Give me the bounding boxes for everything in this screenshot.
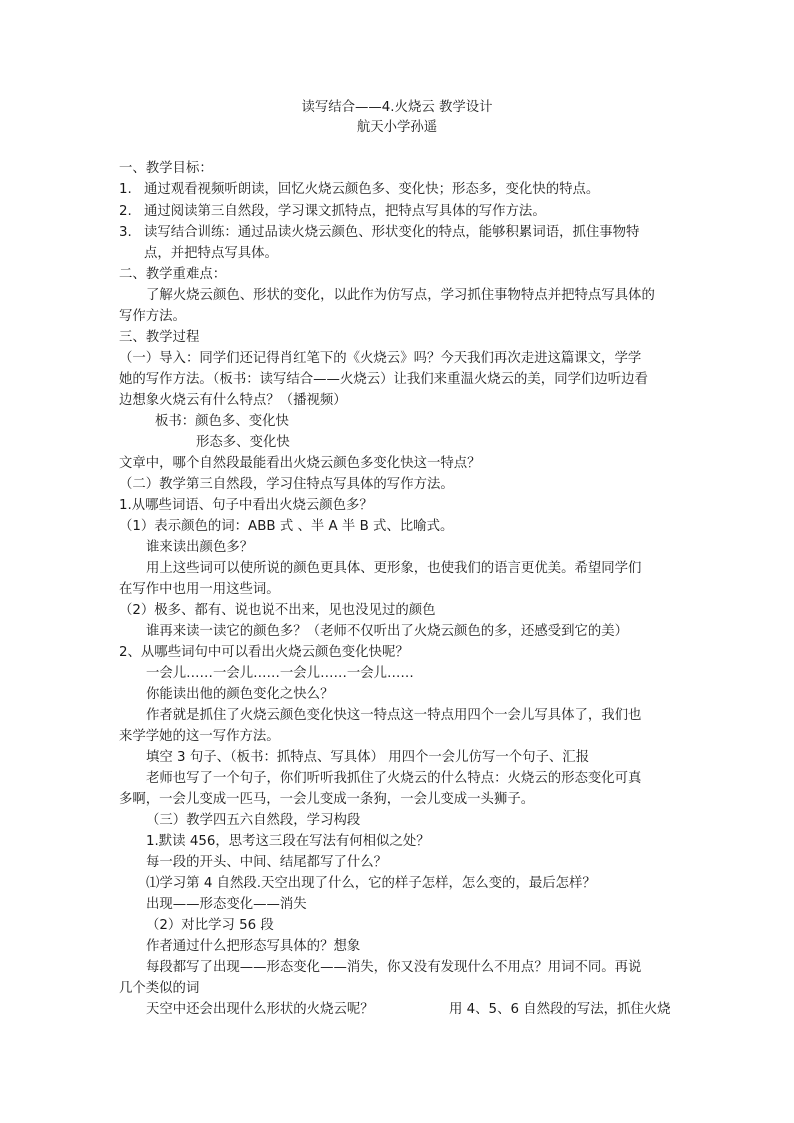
text-line: 点，并把特点写具体。	[144, 246, 278, 261]
text-line: 1.从哪些词语、句子中看出火烧云颜色多？	[119, 498, 373, 513]
document-author: 航天小学孙遥	[356, 120, 438, 135]
text-line: 每一段的开头、中间、结尾都写了什么？	[146, 855, 388, 870]
text-line: 通过阅读第三自然段，学习课文抓特点，把特点写具体的写作方法。	[144, 204, 546, 219]
text-line: （2）极多、都有、说也说不出来，见也没见过的颜色	[119, 603, 436, 618]
text-line: （1）表示颜色的词：ABB 式 、半 A 半 B 式、比喻式。	[119, 519, 454, 534]
text-line: 2、从哪些词句中可以看出火烧云颜色变化快呢？	[119, 645, 409, 660]
text-line: 她的写作方法。（板书：读写结合——火烧云）让我们来重温火烧云的美，同学们边听边看	[119, 372, 648, 387]
list-number: 1.	[119, 182, 132, 197]
text-line: 几个类似的词	[119, 981, 200, 996]
text-line: 了解火烧云颜色、形状的变化，以此作为仿写点，学习抓住事物特点并把特点写具体的	[146, 288, 655, 303]
text-line: （一）导入：同学们还记得肖红笔下的《火烧云》吗？今天我们再次走进这篇课文，学学	[119, 351, 642, 366]
text-line: 1.默读 456，思考这三段在写法有何相似之处？	[146, 834, 430, 849]
text-line: 读写结合训练：通过品读火烧云颜色、形状变化的特点，能够积累词语，抓住事物特	[144, 225, 640, 240]
text-line: 用 4、5、6 自然段的写法，抓住火烧	[449, 1002, 671, 1017]
text-line: 来学学她的这一写作方法。	[119, 729, 280, 744]
text-line: 在写作中也用一用这些词。	[119, 582, 280, 597]
text-line: 谁来读出颜色多？	[146, 540, 254, 555]
section-heading: 一、教学目标：	[119, 161, 213, 176]
text-line: 老师也写了一个句子，你们听听我抓住了火烧云的什么特点：火烧云的形态变化可真	[146, 771, 642, 786]
text-line: 作者就是抓住了火烧云颜色变化快这一特点这一特点用四个一会儿写具体了，我们也	[146, 708, 642, 723]
text-line: 用上这些词可以使所说的颜色更具体、更形象，也使我们的语言更优美。希望同学们	[146, 561, 642, 576]
text-line: 作者通过什么把形态写具体的？想象	[146, 939, 361, 954]
text-line: 填空 3 句子、（板书：抓特点、写具体） 用四个一会儿仿写一个句子、汇报	[146, 750, 590, 765]
text-line: 一会儿……一会儿……一会儿……一会儿……	[146, 666, 414, 681]
text-line: 你能读出他的颜色变化之快么？	[146, 687, 334, 702]
text-line: 多啊，一会儿变成一匹马，一会儿变成一条狗，一会儿变成一头狮子。	[119, 792, 535, 807]
text-line: ⑴学习第 4 自然段.天空出现了什么，它的样子怎样，怎么变的，最后怎样？	[146, 876, 596, 891]
list-number: 3.	[119, 225, 132, 240]
list-number: 2.	[119, 204, 132, 219]
text-line: （2）对比学习 56 段	[146, 918, 274, 933]
text-line: 天空中还会出现什么形状的火烧云呢？	[146, 1002, 374, 1017]
text-line: 每段都写了出现——形态变化——消失，你又没有发现什么不用点？用词不同。再说	[146, 960, 642, 975]
text-line: （三）教学四五六自然段，学习构段	[146, 813, 361, 828]
section-heading: 二、教学重难点：	[119, 267, 227, 282]
text-line: 形态多、变化快	[196, 435, 290, 450]
document-title: 读写结合——4.火烧云 教学设计	[301, 100, 493, 115]
text-line: （二）教学第三自然段，学习住特点写具体的写作方法。	[119, 477, 454, 492]
text-line: 通过观看视频听朗读，回忆火烧云颜色多、变化快；形态多，变化快的特点。	[144, 182, 600, 197]
text-line: 谁再来读一读它的颜色多？（老师不仅听出了火烧云颜色的多，还感受到它的美）	[146, 624, 629, 639]
text-line: 边想象火烧云有什么特点？（播视频）	[119, 393, 347, 408]
text-line: 写作方法。	[119, 309, 186, 324]
text-line: 文章中，哪个自然段最能看出火烧云颜色多变化快这一特点？	[119, 456, 481, 471]
text-line: 板书：颜色多、变化快	[155, 414, 289, 429]
text-line: 出现——形态变化——消失	[146, 897, 307, 912]
section-heading: 三、教学过程	[119, 330, 200, 345]
